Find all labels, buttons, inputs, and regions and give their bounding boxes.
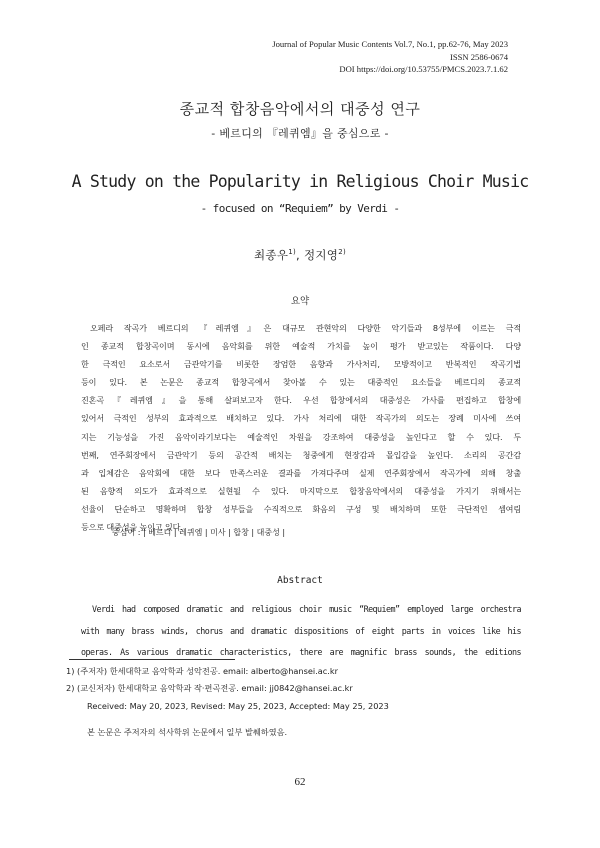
footnote-2: 2) (교신저자) 한세대학교 음악학과 작·편곡전공. email: jj0842@hansei.ac.kr xyxy=(66,683,353,693)
subtitle-korean: - 베르디의 『레퀴엠』을 중심으로 - xyxy=(211,127,389,140)
abstract-english-body xyxy=(81,599,521,664)
issn: ISSN 2586-0674 xyxy=(449,51,508,62)
abstract-korean-heading: 요약 xyxy=(290,296,310,307)
abstract-korean-line: 과 입체감은 음악회에 대한 보다 만족스러운 결과를 가져다주며 실제 연주회장에서 작곡가에 의해 창출 xyxy=(81,467,521,478)
abstract-english-heading: Abstract xyxy=(277,575,323,586)
authors xyxy=(0,247,600,263)
footnote-divider xyxy=(69,659,235,660)
thesis-note: 본 논문은 주저자의 석사학위 논문에서 일부 발췌하였음. xyxy=(87,727,288,737)
journal-header xyxy=(272,38,508,76)
abstract-korean-line: 등이 있다. 본 논문은 종교적 합창곡에서 찾아볼 수 있는 대중적인 요소들을 베르디의 종교적 xyxy=(81,377,521,388)
title-english: A Study on the Popularity in Religious Choir Music xyxy=(71,172,529,191)
journal-citation: Journal of Popular Music Contents Vol.7, No.1, pp.62-76, May 2023 xyxy=(272,39,508,49)
received-dates: Received: May 20, 2023, Revised: May 25, 2023, Accepted: May 25, 2023 xyxy=(87,701,389,711)
abstract-korean-line: 등으로 대중성을 높이고 있다. xyxy=(81,522,183,533)
abstract-english-line: operas. As various dramatic characteristics, there are magnific brass sounds, the editions xyxy=(81,647,521,657)
doi: DOI https://doi.org/10.53755/PMCS.2023.7.1.62 xyxy=(339,64,508,74)
abstract-korean-line: 인 종교적 합창곡이며 동시에 음악회를 위한 예술적 가치를 높이 평가 받고있는 작품이다. 다양 xyxy=(81,341,521,352)
author-separator: , xyxy=(296,248,304,262)
abstract-korean-body xyxy=(81,319,521,536)
abstract-korean-line: 된 음향적 의도가 효과적으로 실현될 수 있다. 마지막으로 합창음악에서의 대중성을 가지기 위해서는 xyxy=(81,485,521,496)
footnote-1: 1) (주저자) 한세대학교 음악학과 성악전공. email: alberto@hansei.ac.kr xyxy=(66,666,338,676)
author-1: 최종우 xyxy=(254,248,289,262)
author-2: 정지영 xyxy=(303,248,339,262)
abstract-korean-line: 있어서 극적인 성부의 효과적으로 배치하고 있다. 가사 처리에 대한 작곡가의 의도는 장례 미사에 쓰여 xyxy=(81,413,521,424)
author-2-footnote-ref: 2) xyxy=(338,248,346,256)
subtitle-english: - focused on “Requiem” by Verdi - xyxy=(200,202,400,215)
abstract-english-line: Verdi had composed dramatic and religious choir music “Requiem” employed large orchestra xyxy=(92,604,521,614)
abstract-english-line: with many brass winds, chorus and dramatic dispositions of eight parts in voices like his xyxy=(81,625,521,636)
abstract-korean-line: 한 극적인 요소로서 금관악기를 비롯한 장엄한 음향과 가사처리, 모방적이고 반복적인 작곡기법 xyxy=(81,359,521,370)
abstract-korean-line: 오페라 작곡가 베르디의 『레퀴엠』은 대규모 관현악의 다양한 악기들과 8성부에 이르는 극적 xyxy=(90,323,521,333)
author-1-footnote-ref: 1) xyxy=(288,248,297,256)
keywords: 중심어 : | 베르디 | 레퀴엠 | 미사 | 합창 | 대중성 | xyxy=(112,528,286,537)
abstract-korean-line: 번째, 연주회장에서 금관악기 등의 공간적 배치는 청중에게 현장감과 몰입감을 높인다. 소리의 공간감 xyxy=(81,449,521,460)
abstract-korean-line: 지는 기능성을 가진 음악이라기보다는 예술적인 차원을 강조하여 대중성을 높인다고 할 수 있다. 두 xyxy=(81,431,521,442)
page-number: 62 xyxy=(294,776,306,788)
title-korean: 종교적 합창음악에서의 대중성 연구 xyxy=(179,100,421,118)
abstract-korean-line: 선율이 단순하고 명확하며 합창 성부들을 수직적으로 화음의 구성 및 배치하며 또한 극단적인 셈여림 xyxy=(81,503,521,514)
abstract-korean-line: 진혼곡『레퀴엠』을 통해 살펴보고자 한다. 우선 합창에서의 대중성은 가사를 편집하고 합창에 xyxy=(81,395,521,406)
